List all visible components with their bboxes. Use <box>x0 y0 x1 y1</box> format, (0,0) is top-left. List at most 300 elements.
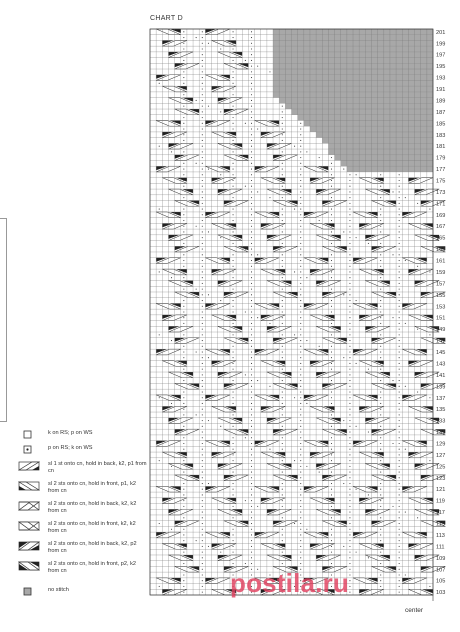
purl-stitch <box>220 111 221 112</box>
purl-stitch <box>251 311 252 312</box>
purl-stitch <box>251 346 252 347</box>
row-number-label: 107 <box>436 567 446 574</box>
purl-stitch <box>429 209 430 210</box>
purl-stitch <box>300 357 301 358</box>
purl-stitch <box>282 517 283 518</box>
purl-stitch <box>331 529 332 530</box>
purl-stitch <box>282 174 283 175</box>
purl-stitch <box>300 134 301 135</box>
cable-2-1-left-purl-icon <box>18 481 40 493</box>
purl-stitch <box>208 169 209 170</box>
purl-stitch <box>251 77 252 78</box>
purl-stitch <box>300 351 301 352</box>
row-number-label: 103 <box>436 590 446 597</box>
purl-stitch <box>257 129 258 130</box>
purl-stitch <box>356 300 357 301</box>
purl-stitch <box>202 237 203 238</box>
purl-stitch <box>300 523 301 524</box>
purl-stitch <box>208 357 209 358</box>
purl-stitch <box>282 220 283 221</box>
purl-stitch <box>300 277 301 278</box>
purl-stitch <box>399 517 400 518</box>
purl-stitch <box>202 157 203 158</box>
purl-stitch <box>233 506 234 507</box>
purl-stitch <box>183 357 184 358</box>
purl-stitch <box>282 426 283 427</box>
row-number-label: 171 <box>436 201 446 208</box>
purl-stitch <box>380 220 381 221</box>
purl-stitch <box>245 563 246 564</box>
purl-stitch <box>399 546 400 547</box>
purl-stitch <box>202 60 203 61</box>
purl-stitch <box>202 31 203 32</box>
purl-stitch <box>300 237 301 238</box>
purl-stitch <box>331 357 332 358</box>
purl-stitch <box>202 77 203 78</box>
row-number-label: 115 <box>436 521 445 528</box>
purl-stitch <box>183 260 184 261</box>
purl-stitch <box>196 226 197 227</box>
purl-stitch <box>251 106 252 107</box>
purl-stitch <box>405 323 406 324</box>
purl-stitch <box>399 369 400 370</box>
purl-stitch <box>202 351 203 352</box>
purl-stitch <box>349 500 350 501</box>
purl-stitch <box>233 489 234 490</box>
purl-stitch <box>300 249 301 250</box>
purl-stitch <box>183 186 184 187</box>
purl-stitch <box>183 277 184 278</box>
purl-stitch <box>183 266 184 267</box>
purl-stitch <box>202 529 203 530</box>
purl-stitch <box>233 180 234 181</box>
purl-stitch <box>282 500 283 501</box>
purl-stitch <box>331 186 332 187</box>
purl-stitch <box>233 48 234 49</box>
no-stitch-cell <box>292 109 434 115</box>
purl-stitch <box>399 466 400 467</box>
purl-stitch <box>331 231 332 232</box>
purl-stitch <box>233 403 234 404</box>
purl-stitch <box>183 460 184 461</box>
purl-stitch <box>233 129 234 130</box>
purl-stitch <box>183 437 184 438</box>
purl-stitch <box>300 494 301 495</box>
purl-stitch <box>202 397 203 398</box>
purl-stitch <box>331 334 332 335</box>
purl-stitch <box>300 169 301 170</box>
purl-stitch <box>300 214 301 215</box>
purl-stitch <box>331 414 332 415</box>
row-number-label: 155 <box>436 292 446 299</box>
purl-stitch <box>183 60 184 61</box>
purl-stitch <box>183 31 184 32</box>
legend-text: sl 2 sts onto cn, hold in front, k2, k2 from cn <box>48 521 136 535</box>
purl-stitch <box>399 506 400 507</box>
purl-stitch <box>202 260 203 261</box>
row-number-label: 105 <box>436 578 446 585</box>
purl-stitch <box>245 123 246 124</box>
purl-stitch <box>349 220 350 221</box>
purl-stitch <box>251 197 252 198</box>
row-number-label: 111 <box>436 544 445 551</box>
purl-stitch <box>399 449 400 450</box>
purl-stitch <box>399 500 400 501</box>
purl-stitch <box>202 334 203 335</box>
purl-stitch <box>251 214 252 215</box>
purl-stitch <box>251 163 252 164</box>
purl-stitch <box>251 31 252 32</box>
purl-stitch <box>202 346 203 347</box>
purl-stitch <box>300 557 301 558</box>
purl-stitch <box>399 432 400 433</box>
purl-stitch <box>202 163 203 164</box>
purl-stitch <box>399 180 400 181</box>
purl-stitch <box>300 311 301 312</box>
purl-stitch <box>196 540 197 541</box>
purl-stitch <box>183 506 184 507</box>
purl-stitch <box>208 420 209 421</box>
purl-stitch <box>233 546 234 547</box>
purl-stitch <box>349 214 350 215</box>
purl-stitch <box>282 489 283 490</box>
purl-stitch <box>343 294 344 295</box>
purl-stitch <box>300 386 301 387</box>
purl-stitch <box>282 134 283 135</box>
purl-stitch <box>399 203 400 204</box>
purl-stitch <box>405 512 406 513</box>
row-number-label: 125 <box>436 464 446 471</box>
purl-stitch <box>257 506 258 507</box>
purl-stitch <box>300 174 301 175</box>
purl-stitch <box>349 186 350 187</box>
purl-stitch <box>257 66 258 67</box>
row-number-label: 143 <box>436 361 446 368</box>
purl-stitch <box>399 460 400 461</box>
purl-stitch <box>202 186 203 187</box>
purl-stitch <box>282 563 283 564</box>
purl-stitch <box>233 88 234 89</box>
purl-stitch <box>257 191 258 192</box>
legend-item-cable-left-purl <box>8 481 148 501</box>
purl-stitch <box>399 472 400 473</box>
purl-stitch <box>202 403 203 404</box>
purl-stitch <box>380 426 381 427</box>
purl-stitch <box>202 437 203 438</box>
purl-stitch <box>196 37 197 38</box>
row-number-label: 199 <box>436 41 446 48</box>
purl-stitch <box>202 563 203 564</box>
purl-stitch <box>233 289 234 290</box>
purl-stitch <box>251 317 252 318</box>
row-number-label: 179 <box>436 155 446 162</box>
purl-stitch <box>300 226 301 227</box>
purl-stitch <box>349 534 350 535</box>
purl-stitch <box>233 437 234 438</box>
purl-stitch <box>183 300 184 301</box>
purl-stitch <box>331 506 332 507</box>
purl-stitch <box>300 472 301 473</box>
purl-stitch <box>233 494 234 495</box>
purl-stitch <box>399 283 400 284</box>
purl-stitch <box>331 489 332 490</box>
row-number-label: 121 <box>436 487 446 494</box>
purl-stitch <box>202 460 203 461</box>
purl-stitch <box>251 552 252 553</box>
purl-stitch <box>251 289 252 290</box>
purl-stitch <box>300 180 301 181</box>
purl-stitch <box>251 100 252 101</box>
purl-stitch <box>233 140 234 141</box>
legend-text: sl 2 sts onto cn, hold in front, p1, k2 from cn <box>48 481 136 495</box>
purl-stitch <box>202 340 203 341</box>
purl-stitch <box>257 380 258 381</box>
purl-stitch <box>251 191 252 192</box>
purl-stitch <box>202 169 203 170</box>
purl-stitch <box>233 254 234 255</box>
purl-stitch <box>257 317 258 318</box>
purl-stitch <box>202 432 203 433</box>
purl-stitch <box>251 220 252 221</box>
purl-stitch <box>282 106 283 107</box>
purl-stitch <box>349 414 350 415</box>
purl-stitch <box>356 426 357 427</box>
purl-stitch <box>380 540 381 541</box>
purl-stitch <box>245 186 246 187</box>
row-number-label: 189 <box>436 98 446 105</box>
purl-stitch <box>282 254 283 255</box>
purl-stitch <box>251 449 252 450</box>
purl-stitch <box>399 266 400 267</box>
purl-stitch <box>349 254 350 255</box>
purl-stitch <box>399 214 400 215</box>
purl-stitch <box>183 494 184 495</box>
purl-stitch <box>202 489 203 490</box>
purl-stitch <box>349 180 350 181</box>
purl-stitch <box>233 37 234 38</box>
purl-stitch <box>399 197 400 198</box>
purl-stitch <box>251 283 252 284</box>
purl-stitch <box>399 563 400 564</box>
purl-stitch <box>399 489 400 490</box>
no-stitch-cell <box>328 149 433 155</box>
purl-stitch <box>331 494 332 495</box>
purl-stitch <box>331 403 332 404</box>
purl-stitch <box>399 351 400 352</box>
purl-stitch <box>183 94 184 95</box>
purl-stitch <box>183 351 184 352</box>
purl-stitch <box>282 357 283 358</box>
row-number-label: 131 <box>436 430 446 437</box>
purl-stitch <box>282 397 283 398</box>
purl-stitch <box>380 460 381 461</box>
purl-stitch <box>349 386 350 387</box>
purl-stitch <box>159 271 160 272</box>
purl-stitch <box>202 317 203 318</box>
purl-stitch <box>183 48 184 49</box>
purl-stitch <box>294 397 295 398</box>
purl-stitch <box>380 506 381 507</box>
legend-text: p on RS; k on WS <box>48 445 93 451</box>
purl-stitch <box>429 334 430 335</box>
purl-stitch <box>202 294 203 295</box>
purl-stitch <box>282 380 283 381</box>
purl-stitch <box>233 397 234 398</box>
purl-stitch <box>183 77 184 78</box>
purl-stitch <box>380 174 381 175</box>
purl-stitch <box>183 540 184 541</box>
no-stitch-cell <box>328 143 433 149</box>
purl-stitch <box>251 169 252 170</box>
row-number-label: 187 <box>436 109 446 116</box>
purl-stitch <box>202 71 203 72</box>
purl-stitch <box>349 557 350 558</box>
purl-stitch <box>380 391 381 392</box>
purl-stitch <box>202 506 203 507</box>
purl-stitch <box>429 397 430 398</box>
purl-stitch <box>282 414 283 415</box>
purl-stitch <box>251 254 252 255</box>
purl-stitch <box>233 31 234 32</box>
purl-stitch <box>233 363 234 364</box>
purl-stitch <box>251 123 252 124</box>
purl-stitch <box>202 203 203 204</box>
purl-stitch <box>380 494 381 495</box>
purl-stitch <box>331 254 332 255</box>
row-number-label: 135 <box>436 407 446 414</box>
purl-stitch <box>349 460 350 461</box>
purl-stitch <box>380 563 381 564</box>
purl-stitch <box>399 454 400 455</box>
purl-stitch <box>202 146 203 147</box>
purl-stitch <box>251 494 252 495</box>
purl-stitch <box>251 266 252 267</box>
purl-stitch <box>399 226 400 227</box>
purl-stitch <box>349 340 350 341</box>
purl-stitch <box>300 443 301 444</box>
purl-stitch <box>282 437 283 438</box>
purl-stitch <box>331 437 332 438</box>
purl-stitch <box>183 552 184 553</box>
purl-stitch <box>300 477 301 478</box>
purl-stitch <box>196 351 197 352</box>
purl-stitch <box>220 426 221 427</box>
purl-stitch <box>300 203 301 204</box>
purl-stitch <box>319 157 320 158</box>
purl-stitch <box>399 237 400 238</box>
purl-stitch <box>202 420 203 421</box>
purl-stitch <box>331 346 332 347</box>
purl-stitch <box>183 489 184 490</box>
purl-stitch <box>380 397 381 398</box>
purl-stitch <box>208 546 209 547</box>
purl-stitch <box>399 186 400 187</box>
cable-2-2-left-purl-icon <box>18 561 40 573</box>
purl-stitch <box>202 111 203 112</box>
purl-stitch <box>349 443 350 444</box>
purl-stitch <box>251 226 252 227</box>
purl-stitch <box>349 209 350 210</box>
purl-stitch <box>300 151 301 152</box>
purl-stitch <box>356 174 357 175</box>
purl-stitch <box>233 83 234 84</box>
purl-stitch <box>380 260 381 261</box>
purl-stitch <box>399 512 400 513</box>
purl-stitch <box>349 174 350 175</box>
purl-stitch <box>300 186 301 187</box>
purl-stitch <box>349 237 350 238</box>
purl-stitch <box>399 426 400 427</box>
row-number-label: 109 <box>436 555 446 562</box>
purl-stitch <box>282 129 283 130</box>
row-number-label: 161 <box>436 258 446 265</box>
purl-stitch <box>251 500 252 501</box>
purl-stitch <box>183 397 184 398</box>
legend-item-cable-2-2-left-purl <box>8 561 148 581</box>
purl-stitch <box>306 403 307 404</box>
purl-stitch <box>282 449 283 450</box>
purl-stitch <box>300 363 301 364</box>
purl-stitch <box>245 500 246 501</box>
purl-stitch <box>380 552 381 553</box>
purl-stitch <box>399 494 400 495</box>
purl-stitch <box>300 489 301 490</box>
purl-stitch <box>233 197 234 198</box>
purl-stitch <box>202 191 203 192</box>
purl-stitch <box>282 346 283 347</box>
legend-text: sl 2 sts onto cn, hold in back, k2, k2 from cn <box>48 501 137 515</box>
legend-item-cable-2-2-right <box>8 501 148 521</box>
purl-stitch <box>233 311 234 312</box>
purl-stitch <box>282 334 283 335</box>
purl-stitch <box>202 180 203 181</box>
purl-stitch <box>399 231 400 232</box>
purl-stitch <box>251 140 252 141</box>
purl-stitch <box>183 586 184 587</box>
purl-stitch <box>202 512 203 513</box>
purl-stitch <box>251 180 252 181</box>
purl-stitch <box>349 311 350 312</box>
purl-stitch <box>349 540 350 541</box>
row-number-label: 167 <box>436 224 446 231</box>
purl-stitch <box>245 60 246 61</box>
purl-stitch <box>331 174 332 175</box>
purl-stitch <box>282 197 283 198</box>
purl-stitch <box>251 88 252 89</box>
purl-stitch <box>183 220 184 221</box>
purl-stitch <box>233 391 234 392</box>
purl-stitch <box>282 214 283 215</box>
purl-stitch <box>183 483 184 484</box>
purl-stitch <box>202 209 203 210</box>
purl-stitch <box>349 512 350 513</box>
purl-stitch <box>331 391 332 392</box>
purl-stitch <box>183 369 184 370</box>
purl-stitch <box>183 529 184 530</box>
purl-stitch <box>202 357 203 358</box>
purl-stitch <box>349 243 350 244</box>
purl-stitch <box>356 237 357 238</box>
purl-stitch <box>269 449 270 450</box>
purl-stitch <box>202 100 203 101</box>
purl-stitch <box>399 311 400 312</box>
purl-stitch <box>331 540 332 541</box>
purl-stitch <box>331 311 332 312</box>
purl-stitch <box>233 323 234 324</box>
purl-stitch <box>251 300 252 301</box>
purl-stitch <box>349 397 350 398</box>
purl-stitch <box>202 409 203 410</box>
